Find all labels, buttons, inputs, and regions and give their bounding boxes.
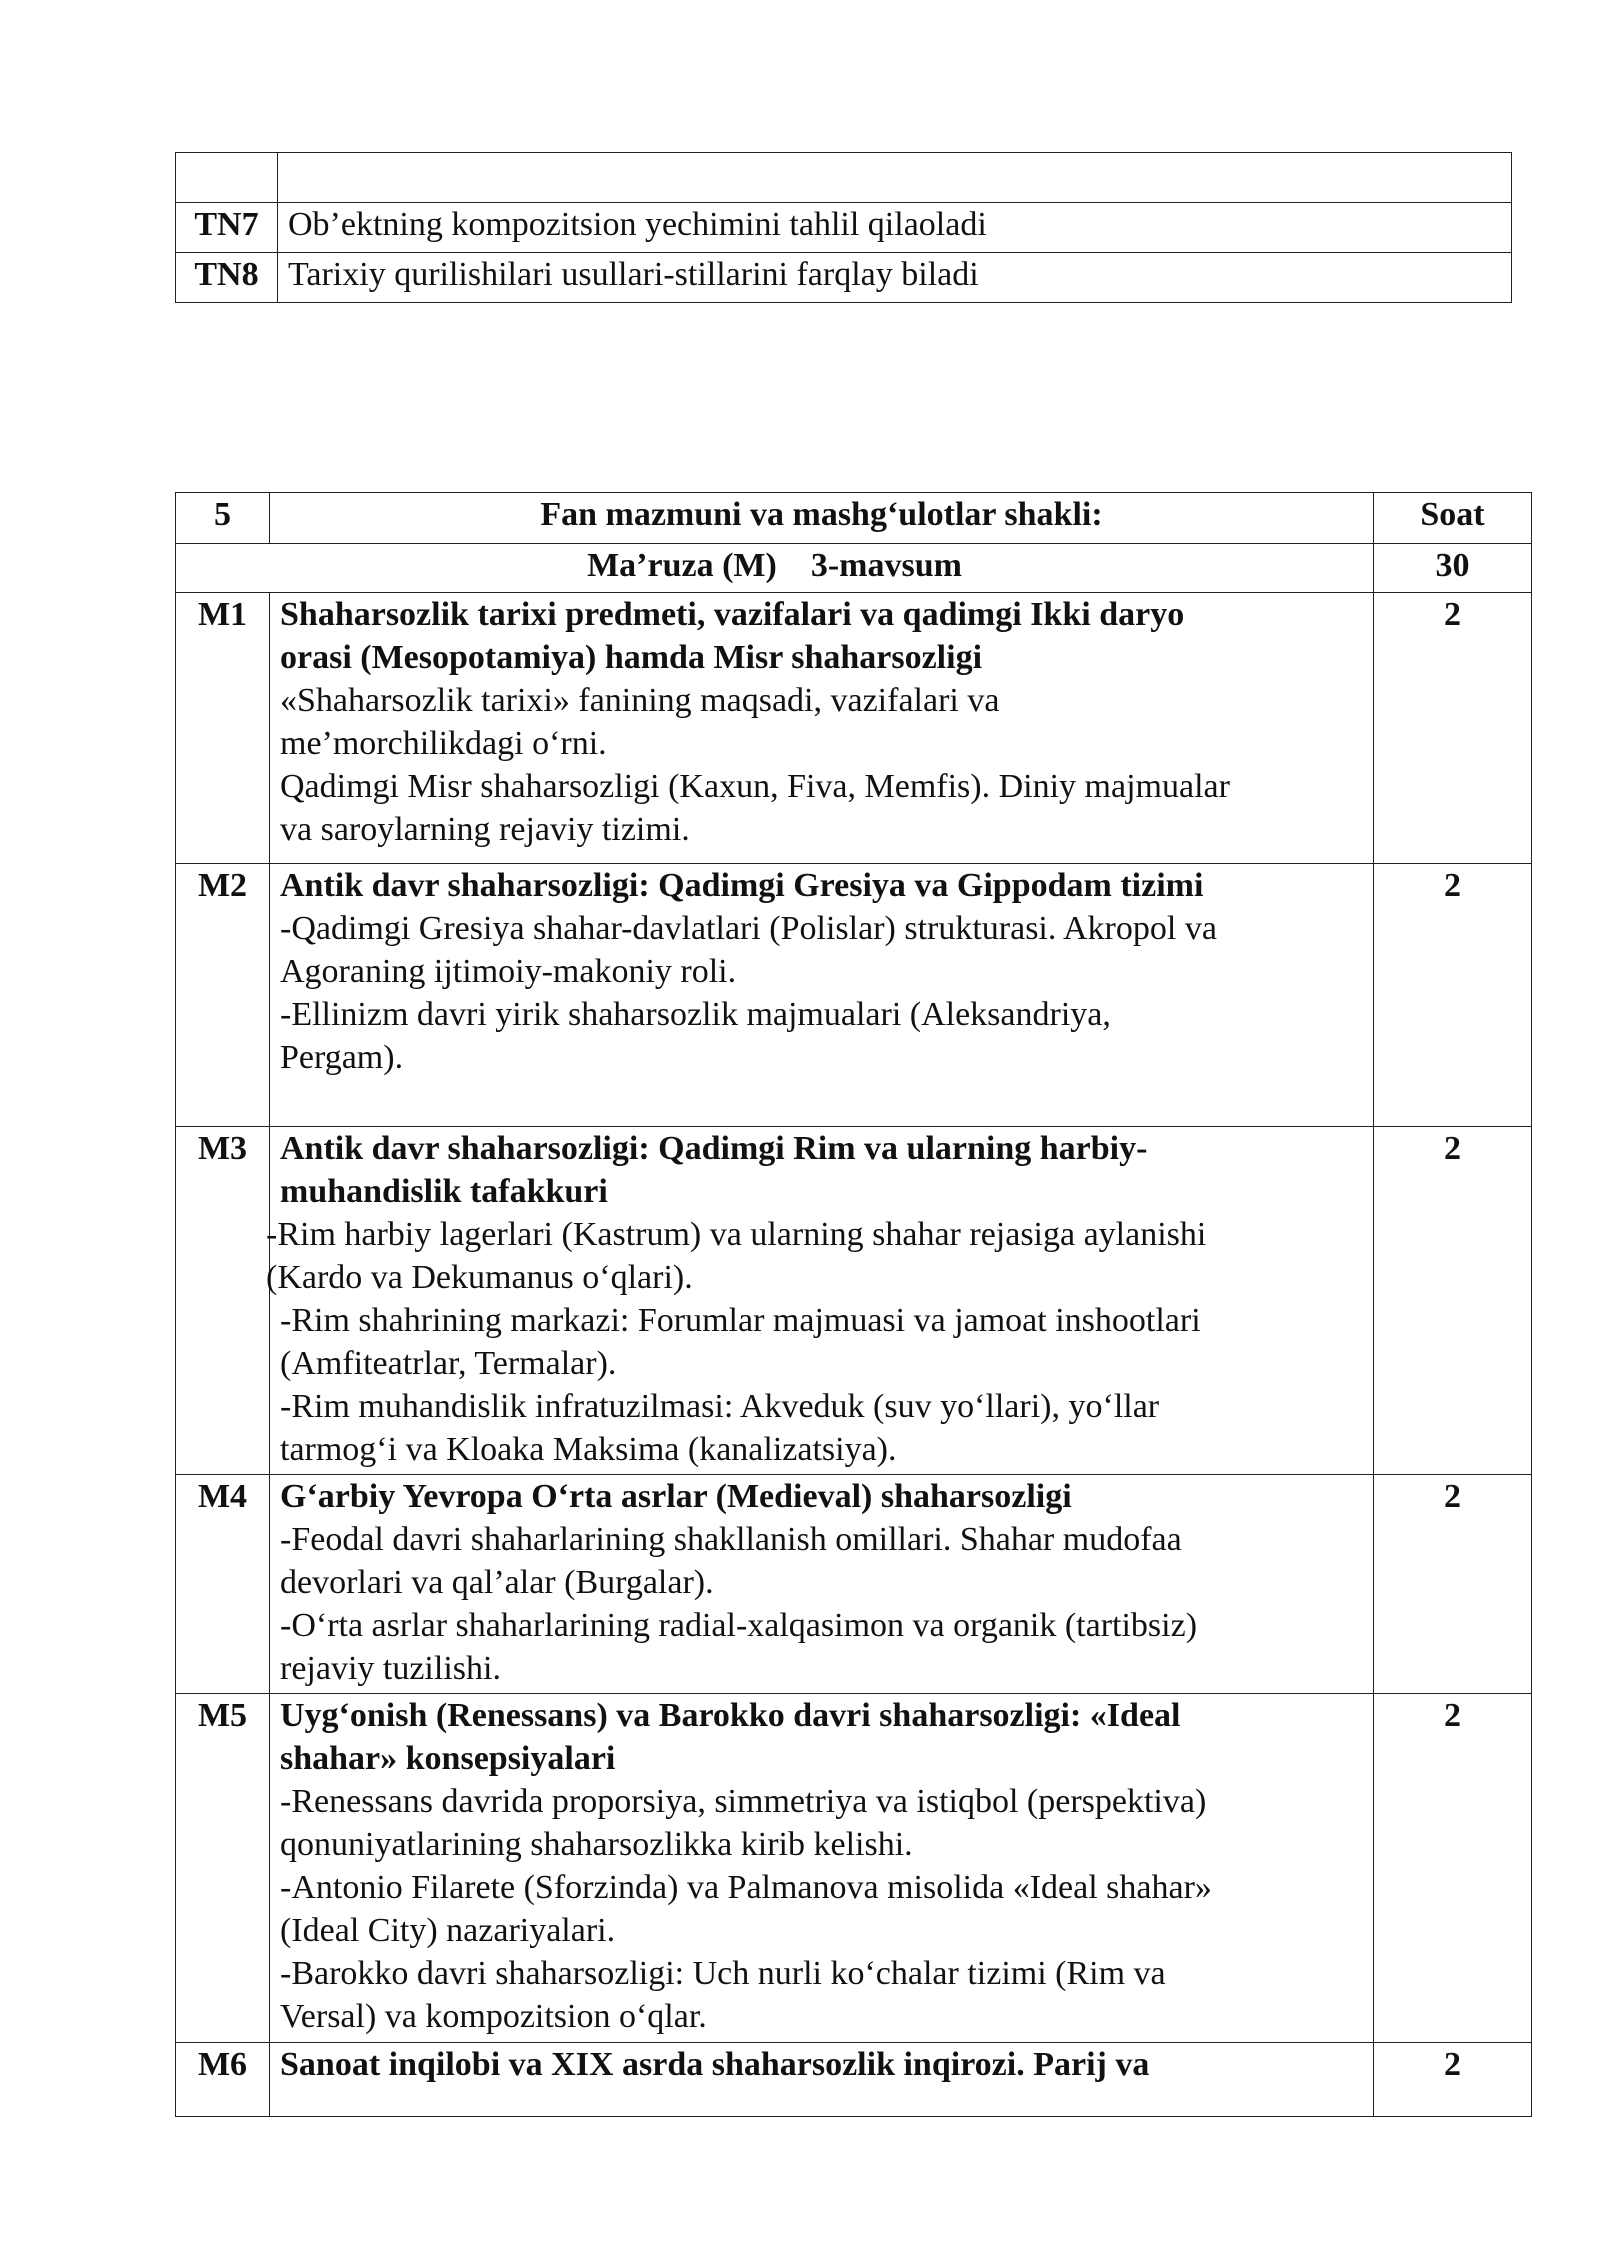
- table-row: [176, 864, 1532, 1127]
- lecture-hours: 2: [1374, 593, 1532, 864]
- lecture-line: -Renessans davrida proporsiya, simmetriya va istiqbol (perspektiva): [280, 1783, 1207, 1820]
- season-label: 3-mavsum: [810, 547, 962, 584]
- course-content-table: [175, 492, 1532, 2117]
- lecture-content: [270, 1694, 1374, 2043]
- lecture-line: -Barokko davri shaharsozligi: Uch nurli ko‘chalar tizimi (Rim va: [280, 1955, 1166, 1992]
- lecture-line: Versal) va kompozitsion o‘qlar.: [280, 1998, 707, 2035]
- lecture-code: M6: [176, 2043, 270, 2117]
- lecture-code: M4: [176, 1475, 270, 1694]
- hours-header: Soat: [1374, 493, 1532, 544]
- total-hours: 30: [1374, 544, 1532, 593]
- lecture-line: (Ideal City) nazariyalari.: [280, 1912, 616, 1949]
- lecture-line: tarmog‘i va Kloaka Maksima (kanalizatsiya).: [280, 1431, 897, 1468]
- lecture-line: qonuniyatlarining shaharsozlikka kirib kelishi.: [280, 1826, 913, 1863]
- lecture-line: (Kardo va Dekumanus o‘qlari).: [266, 1259, 693, 1296]
- lecture-line: me’morchilikdagi o‘rni.: [280, 725, 607, 762]
- lecture-line: -Antonio Filarete (Sforzinda) va Palmanova misolida «Ideal shahar»: [280, 1869, 1212, 1906]
- lecture-topic: Antik davr shaharsozligi: Qadimgi Gresiya va Gippodam tizimi: [280, 867, 1204, 904]
- lecture-topic: orasi (Mesopotamiya) hamda Misr shaharsozligi: [280, 639, 983, 676]
- lecture-line: -Rim harbiy lagerlari (Kastrum) va ularning shahar rejasiga aylanishi: [266, 1216, 1207, 1253]
- lecture-label: Ma’ruza (M): [587, 547, 777, 584]
- lecture-topic: shahar» konsepsiyalari: [280, 1740, 616, 1777]
- lecture-topic: Antik davr shaharsozligi: Qadimgi Rim va ularning harbiy-: [280, 1130, 1148, 1167]
- lecture-line: -Ellinizm davri yirik shaharsozlik majmualari (Aleksandriya,: [280, 996, 1111, 1033]
- table-row: [176, 1694, 1532, 2043]
- tn-code: [176, 153, 278, 203]
- lecture-line: Qadimgi Misr shaharsozligi (Kaxun, Fiva, Memfis). Diniy majmualar: [280, 768, 1230, 805]
- lecture-code: M3: [176, 1127, 270, 1475]
- lecture-content: [270, 1475, 1374, 1694]
- lecture-subheader: [176, 544, 1374, 593]
- tn-code: TN8: [176, 253, 278, 303]
- lecture-hours: 2: [1374, 864, 1532, 1127]
- lecture-hours: 2: [1374, 1475, 1532, 1694]
- lecture-hours: 2: [1374, 1694, 1532, 2043]
- lecture-topic: Shaharsozlik tarixi predmeti, vazifalari va qadimgi Ikki daryo: [280, 596, 1185, 633]
- lecture-code: M1: [176, 593, 270, 864]
- lecture-line: devorlari va qal’alar (Burgalar).: [280, 1564, 714, 1601]
- lecture-subheader-row: [176, 544, 1532, 593]
- lecture-line: Pergam).: [280, 1039, 404, 1076]
- table-row: [176, 253, 1512, 303]
- section-title: Fan mazmuni va mashg‘ulotlar shakli:: [270, 493, 1374, 544]
- lecture-line: (Amfiteatrlar, Termalar).: [280, 1345, 617, 1382]
- lecture-topic: G‘arbiy Yevropa O‘rta asrlar (Medieval) shaharsozligi: [280, 1478, 1072, 1515]
- lecture-topic: Sanoat inqilobi va XIX asrda shaharsozlik inqirozi. Parij va: [280, 2046, 1150, 2083]
- lecture-line: rejaviy tuzilishi.: [280, 1650, 501, 1687]
- lecture-content: [270, 864, 1374, 1127]
- lecture-line: «Shaharsozlik tarixi» fanining maqsadi, vazifalari va: [280, 682, 1000, 719]
- section-number: 5: [176, 493, 270, 544]
- lecture-content: [266, 1127, 1374, 1475]
- tn-text: [278, 153, 1512, 203]
- tn-text: Ob’ektning kompozitsion yechimini tahlil qilaoladi: [278, 203, 1512, 253]
- lecture-hours: 2: [1374, 1127, 1532, 1475]
- lecture-line: -O‘rta asrlar shaharlarining radial-xalqasimon va organik (tartibsiz): [280, 1607, 1198, 1644]
- tn-text: Tarixiy qurilishilari usullari-stillarini farqlay biladi: [278, 253, 1512, 303]
- lecture-code: M5: [176, 1694, 270, 2043]
- table-header-row: [176, 493, 1532, 544]
- lecture-line: -Rim muhandislik infratuzilmasi: Akveduk (suv yo‘llari), yo‘llar: [280, 1388, 1160, 1425]
- lecture-line: -Feodal davri shaharlarining shakllanish omillari. Shahar mudofaa: [280, 1521, 1182, 1558]
- lecture-topic: muhandislik tafakkuri: [280, 1173, 608, 1210]
- lecture-content: [270, 593, 1374, 864]
- tn-table: [175, 152, 1512, 303]
- table-row: [176, 1127, 1532, 1475]
- table-row: [176, 593, 1532, 864]
- lecture-hours: 2: [1374, 2043, 1532, 2117]
- lecture-topic: Uyg‘onish (Renessans) va Barokko davri shaharsozligi: «Ideal: [280, 1697, 1181, 1734]
- lecture-line: -Qadimgi Gresiya shahar-davlatlari (Polislar) strukturasi. Akropol va: [280, 910, 1217, 947]
- lecture-content: [270, 2043, 1374, 2117]
- lecture-line: -Rim shahrining markazi: Forumlar majmuasi va jamoat inshootlari: [280, 1302, 1201, 1339]
- tn-code: TN7: [176, 203, 278, 253]
- lecture-line: Agoraning ijtimoiy-makoniy roli.: [280, 953, 737, 990]
- lecture-line: va saroylarning rejaviy tizimi.: [280, 811, 690, 848]
- table-row: [176, 1475, 1532, 1694]
- table-row: [176, 203, 1512, 253]
- lecture-code: M2: [176, 864, 270, 1127]
- table-row: [176, 153, 1512, 203]
- table-row: [176, 2043, 1532, 2117]
